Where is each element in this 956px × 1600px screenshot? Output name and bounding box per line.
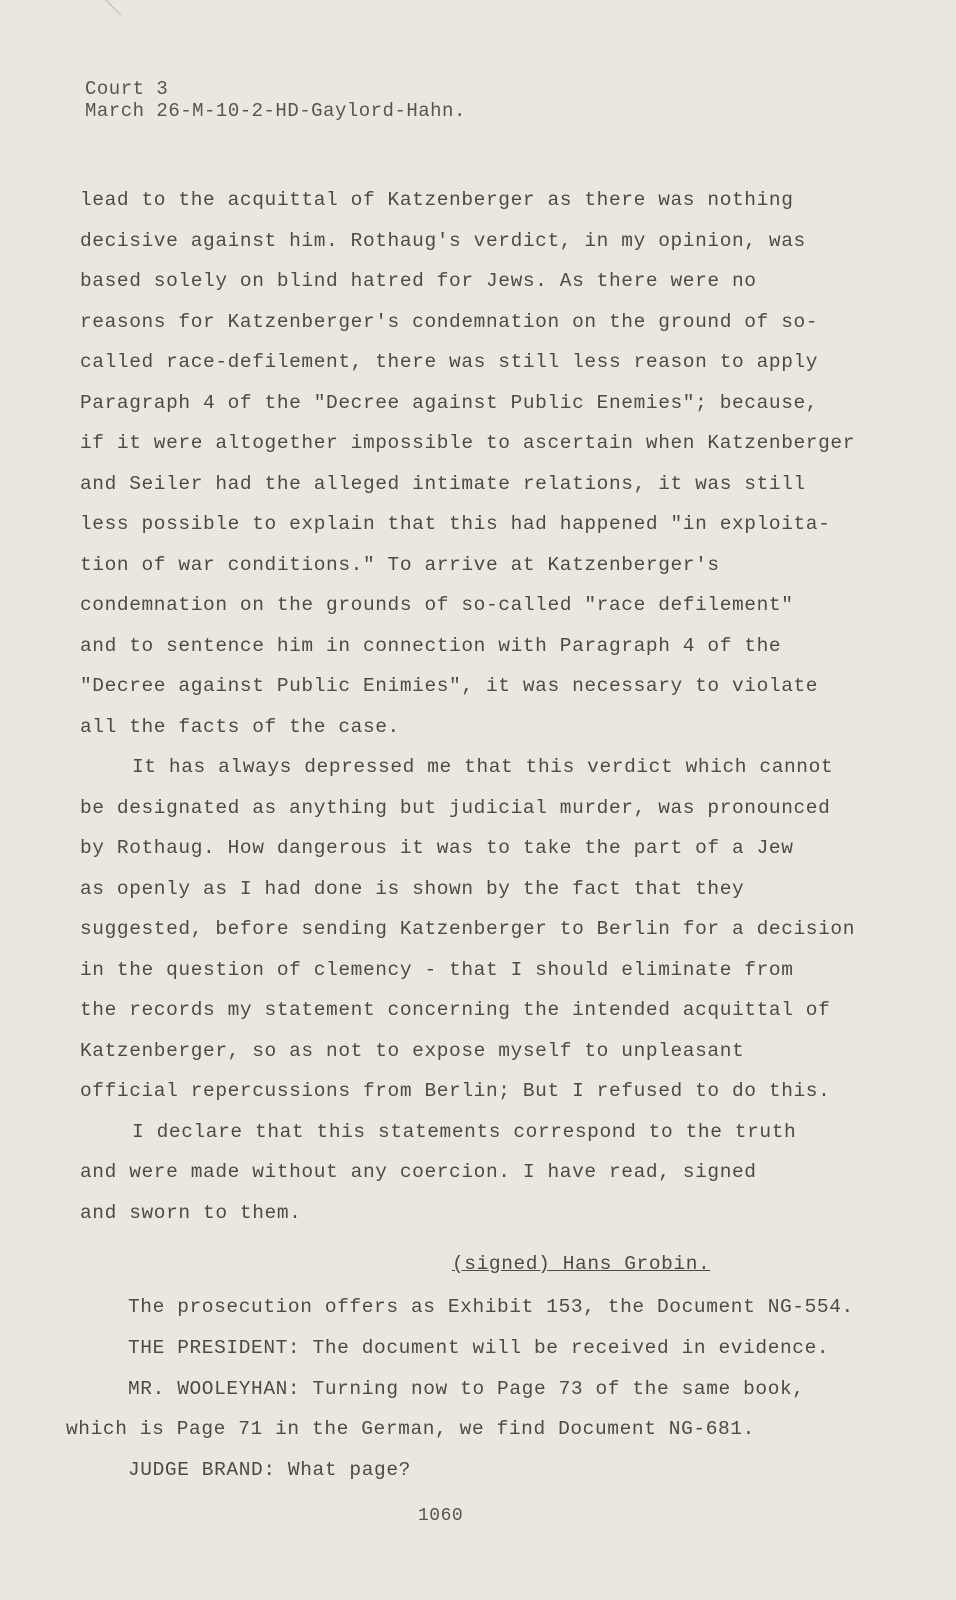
body-line: all the facts of the case.: [80, 715, 400, 738]
body-line: Paragraph 4 of the "Decree against Public Enemies"; because,: [80, 391, 819, 414]
header-reference: March 26-M-10-2-HD-Gaylord-Hahn.: [85, 100, 466, 122]
body-line: and to sentence him in connection with Paragraph 4 of the: [80, 634, 782, 657]
body-line: tion of war conditions." To arrive at Katzenberger's: [80, 553, 720, 576]
body-line: reasons for Katzenberger's condemnation on the ground of so-: [80, 310, 819, 333]
body-line: I declare that this statements correspond to the truth: [132, 1120, 797, 1143]
corner-mark: [105, 0, 142, 16]
header-court: Court 3: [85, 78, 169, 100]
body-line: less possible to explain that this had happened "in exploita-: [80, 513, 831, 535]
signature-line: (signed) Hans Grobin.: [452, 1253, 711, 1275]
body-line: in the question of clemency - that I should eliminate from: [80, 958, 794, 981]
body-line: decisive against him. Rothaug's verdict, in my opinion, was: [80, 229, 806, 252]
page-number: 1060: [418, 1506, 464, 1526]
body-line: and were made without any coercion. I have read, signed: [80, 1161, 757, 1183]
body-line: based solely on blind hatred for Jews. As there were no: [80, 270, 757, 292]
body-line: by Rothaug. How dangerous it was to take the part of a Jew: [80, 837, 794, 859]
transcript-line: The prosecution offers as Exhibit 153, the Document NG-554.: [128, 1296, 854, 1318]
body-line: It has always depressed me that this verdict which cannot: [132, 756, 834, 778]
statement-body: [80, 180, 860, 1233]
transcript-line: which is Page 71 in the German, we find Document NG-681.: [66, 1418, 755, 1441]
transcript-line: MR. WOOLEYHAN: Turning now to Page 73 of the same book,: [128, 1377, 805, 1400]
body-line: official repercussions from Berlin; But I refused to do this.: [80, 1080, 831, 1102]
document-header: [85, 78, 466, 122]
body-line: if it were altogether impossible to ascertain when Katzenberger: [80, 432, 856, 454]
body-line: be designated as anything but judicial murder, was pronounced: [80, 796, 831, 819]
body-line: the records my statement concerning the intended acquittal of: [80, 999, 831, 1021]
body-line: as openly as I had done is shown by the fact that they: [80, 877, 745, 900]
body-line: and Seiler had the alleged intimate relations, it was still: [80, 472, 806, 495]
body-line: "Decree against Public Enimies", it was necessary to violate: [80, 675, 819, 697]
body-line: suggested, before sending Katzenberger to Berlin for a decision: [80, 918, 856, 940]
transcript-line: THE PRESIDENT: The document will be received in evidence.: [128, 1336, 830, 1359]
transcript-line: JUDGE BRAND: What page?: [128, 1459, 411, 1482]
transcript-section: [66, 1287, 886, 1491]
body-line: Katzenberger, so as not to expose myself to unpleasant: [80, 1039, 745, 1062]
body-line: and sworn to them.: [80, 1201, 302, 1224]
body-line: called race-defilement, there was still less reason to apply: [80, 351, 819, 373]
body-line: condemnation on the grounds of so-called "race defilement": [80, 594, 794, 616]
body-line: lead to the acquittal of Katzenberger as there was nothing: [80, 189, 794, 211]
